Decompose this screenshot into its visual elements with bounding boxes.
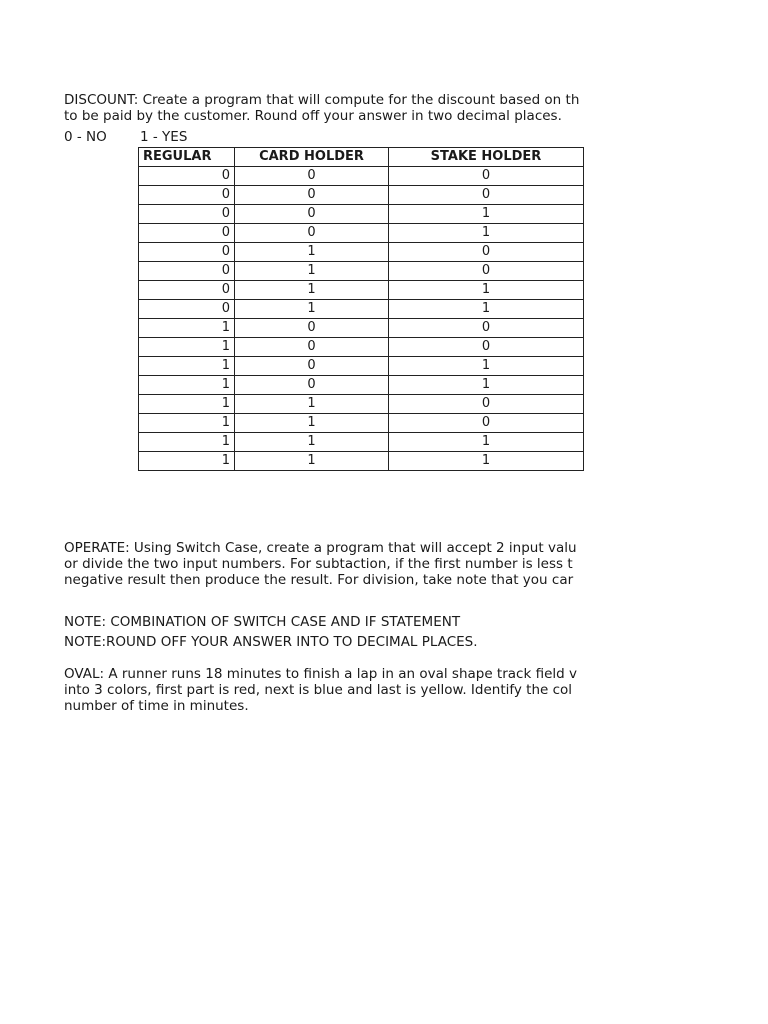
discount-table [138, 147, 584, 471]
cell-card-holder: 0 [235, 338, 389, 357]
table-row [139, 319, 584, 338]
cell-card-holder: 1 [235, 433, 389, 452]
cell-card-holder: 1 [235, 262, 389, 281]
cell-stake-holder: 1 [389, 433, 584, 452]
table-row [139, 186, 584, 205]
oval-line-1: OVAL: A runner runs 18 minutes to finish a lap in an oval shape track field v [64, 666, 577, 682]
discount-line-2: to be paid by the customer. Round off your answer in two decimal places. [64, 108, 562, 124]
cell-regular: 0 [139, 224, 235, 243]
table-body [139, 167, 584, 471]
cell-stake-holder: 1 [389, 281, 584, 300]
oval-line-2: into 3 colors, first part is red, next is blue and last is yellow. Identify the col [64, 682, 573, 698]
cell-regular: 0 [139, 205, 235, 224]
table-row [139, 205, 584, 224]
legend-yes: 1 - YES [140, 129, 188, 145]
cell-stake-holder: 0 [389, 414, 584, 433]
cell-stake-holder: 1 [389, 452, 584, 471]
cell-stake-holder: 1 [389, 376, 584, 395]
cell-stake-holder: 0 [389, 262, 584, 281]
cell-regular: 1 [139, 433, 235, 452]
cell-regular: 1 [139, 414, 235, 433]
table-header-row [139, 148, 584, 167]
cell-regular: 1 [139, 319, 235, 338]
table-row [139, 414, 584, 433]
legend-no: 0 - NO [64, 129, 107, 145]
cell-stake-holder: 0 [389, 243, 584, 262]
table-row [139, 433, 584, 452]
cell-stake-holder: 0 [389, 186, 584, 205]
header-regular: REGULAR [139, 148, 235, 167]
header-stake-holder: STAKE HOLDER [389, 148, 584, 167]
table-row [139, 243, 584, 262]
table-row [139, 167, 584, 186]
cell-regular: 0 [139, 281, 235, 300]
cell-regular: 1 [139, 376, 235, 395]
operate-line-3: negative result then produce the result. For division, take note that you car [64, 572, 574, 588]
cell-stake-holder: 0 [389, 167, 584, 186]
cell-regular: 1 [139, 452, 235, 471]
table-row [139, 395, 584, 414]
cell-stake-holder: 0 [389, 338, 584, 357]
cell-card-holder: 1 [235, 395, 389, 414]
cell-regular: 1 [139, 395, 235, 414]
cell-stake-holder: 0 [389, 395, 584, 414]
cell-card-holder: 0 [235, 357, 389, 376]
table-row [139, 338, 584, 357]
cell-card-holder: 0 [235, 376, 389, 395]
cell-regular: 0 [139, 300, 235, 319]
table-row [139, 357, 584, 376]
cell-stake-holder: 1 [389, 205, 584, 224]
cell-card-holder: 1 [235, 414, 389, 433]
table-row [139, 300, 584, 319]
oval-line-3: number of time in minutes. [64, 698, 249, 714]
note-2: NOTE:ROUND OFF YOUR ANSWER INTO TO DECIMAL PLACES. [64, 634, 478, 650]
operate-line-1: OPERATE: Using Switch Case, create a program that will accept 2 input valu [64, 540, 577, 556]
cell-card-holder: 0 [235, 205, 389, 224]
cell-card-holder: 1 [235, 452, 389, 471]
header-card-holder: CARD HOLDER [235, 148, 389, 167]
table-row [139, 224, 584, 243]
cell-stake-holder: 1 [389, 357, 584, 376]
cell-card-holder: 0 [235, 167, 389, 186]
cell-card-holder: 0 [235, 319, 389, 338]
cell-stake-holder: 0 [389, 319, 584, 338]
cell-regular: 1 [139, 357, 235, 376]
cell-stake-holder: 1 [389, 300, 584, 319]
cell-regular: 0 [139, 243, 235, 262]
cell-card-holder: 1 [235, 281, 389, 300]
note-1: NOTE: COMBINATION OF SWITCH CASE AND IF STATEMENT [64, 614, 461, 630]
cell-card-holder: 1 [235, 243, 389, 262]
cell-card-holder: 1 [235, 300, 389, 319]
cell-card-holder: 0 [235, 224, 389, 243]
cell-regular: 0 [139, 186, 235, 205]
table-row [139, 376, 584, 395]
cell-stake-holder: 1 [389, 224, 584, 243]
table-row [139, 281, 584, 300]
cell-regular: 0 [139, 262, 235, 281]
table-row [139, 452, 584, 471]
discount-line-1: DISCOUNT: Create a program that will compute for the discount based on th [64, 92, 580, 108]
cell-card-holder: 0 [235, 186, 389, 205]
operate-line-2: or divide the two input numbers. For subtaction, if the first number is less t [64, 556, 573, 572]
cell-regular: 0 [139, 167, 235, 186]
cell-regular: 1 [139, 338, 235, 357]
table-row [139, 262, 584, 281]
